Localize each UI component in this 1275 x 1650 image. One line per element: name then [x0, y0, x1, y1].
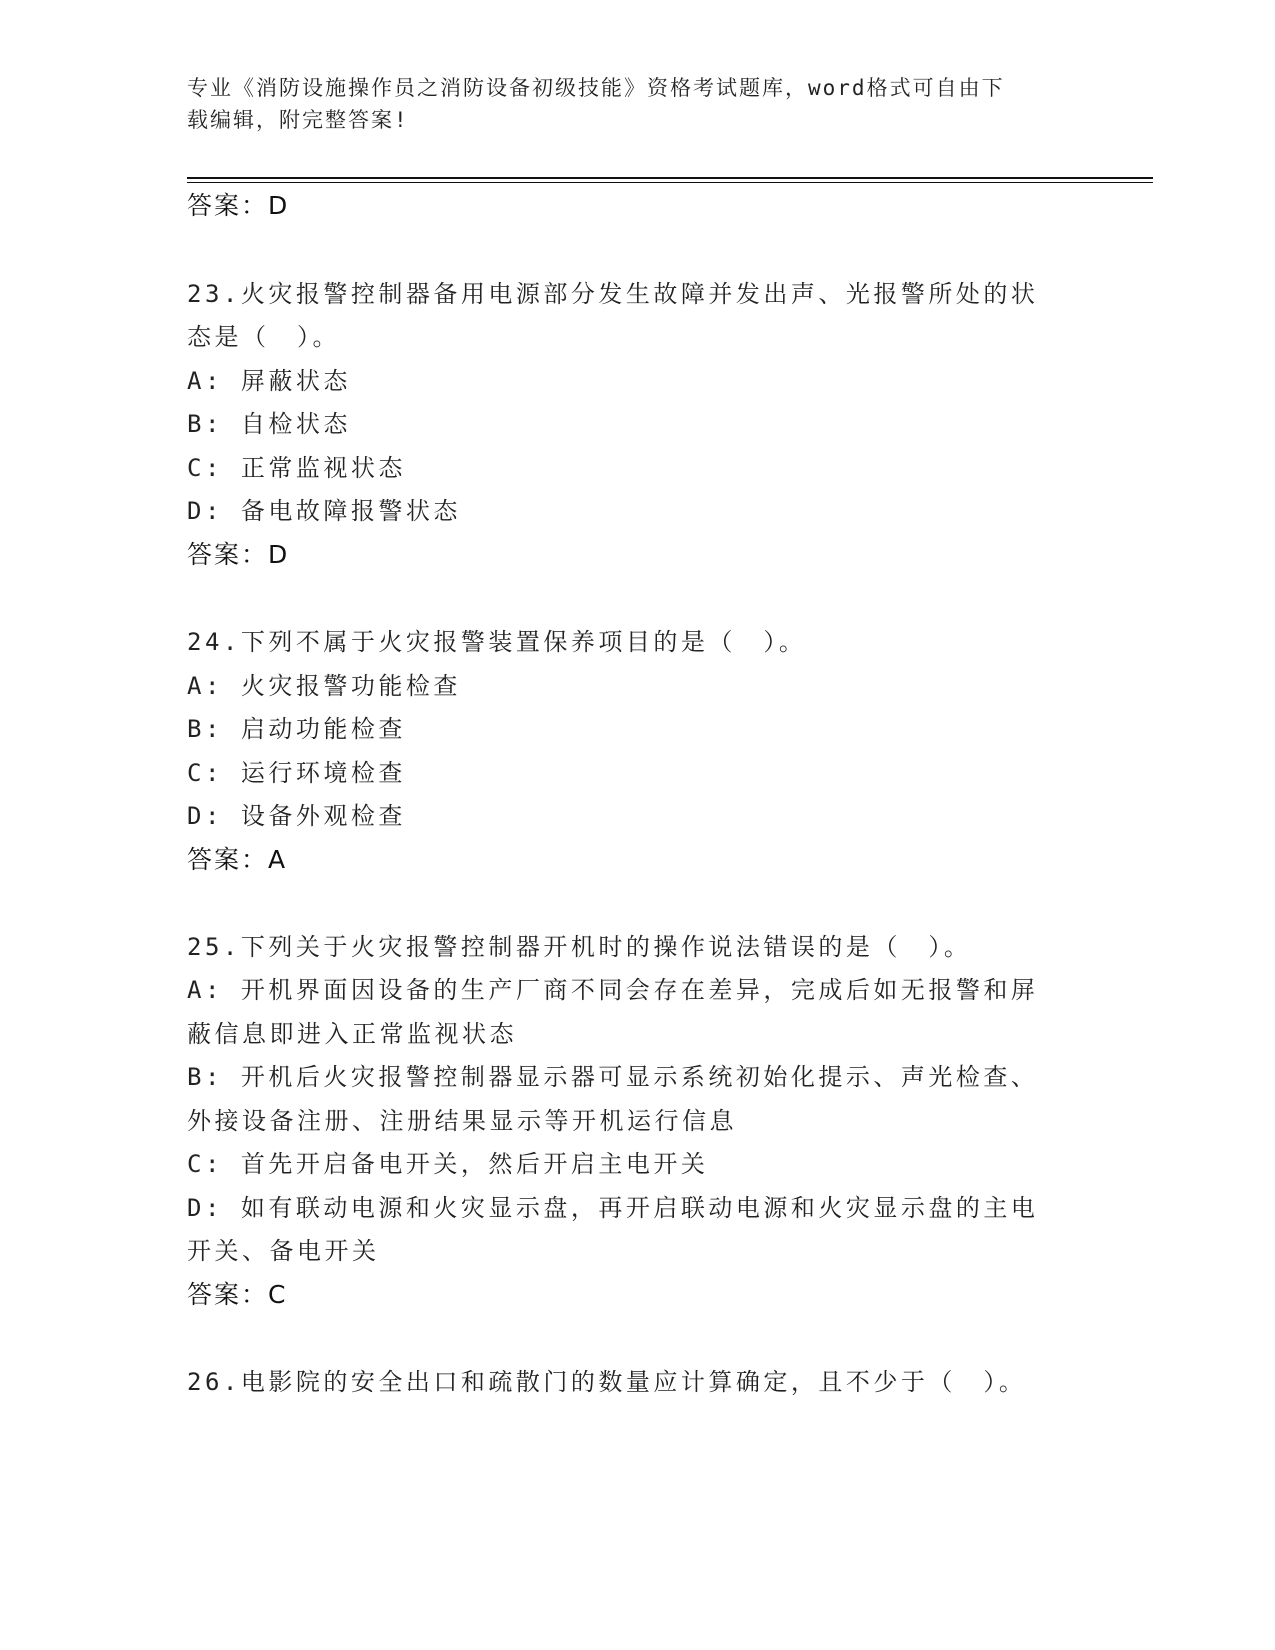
question-23-option-b: B: 自检状态	[187, 410, 351, 438]
header-divider-thin	[187, 182, 1153, 183]
question-25-answer: 答案：C	[187, 1280, 288, 1309]
question-24-option-b: B: 启动功能检查	[187, 715, 406, 743]
question-24-stem: 24.下列不属于火灾报警装置保养项目的是（ ）。	[187, 628, 807, 656]
question-25-option-b-line-1: B: 开机后火灾报警控制器显示器可显示系统初始化提示、声光检查、	[187, 1063, 1039, 1091]
answer-previous: 答案：D	[187, 191, 290, 220]
question-23-stem-line-2: 态是（ ）。	[187, 323, 340, 351]
question-25-option-d-line-1: D: 如有联动电源和火灾显示盘，再开启联动电源和火灾显示盘的主电	[187, 1194, 1039, 1222]
question-23-answer: 答案：D	[187, 540, 290, 569]
question-24-option-c: C: 运行环境检查	[187, 759, 406, 787]
header-line-1: 专业《消防设施操作员之消防设备初级技能》资格考试题库，word格式可自由下	[187, 76, 1005, 100]
header-line-2: 载编辑，附完整答案!	[187, 108, 409, 132]
question-25-option-b-line-2: 外接设备注册、注册结果显示等开机运行信息	[187, 1107, 737, 1135]
question-23-option-a: A: 屏蔽状态	[187, 367, 351, 395]
question-25-option-a-line-1: A: 开机界面因设备的生产厂商不同会存在差异，完成后如无报警和屏	[187, 976, 1039, 1004]
question-23-stem-line-1: 23.火灾报警控制器备用电源部分发生故障并发出声、光报警所处的状	[187, 280, 1039, 308]
question-24-option-a: A: 火灾报警功能检查	[187, 672, 461, 700]
question-25-option-c: C: 首先开启备电开关，然后开启主电开关	[187, 1150, 709, 1178]
question-24-option-d: D: 设备外观检查	[187, 802, 406, 830]
question-23-option-d: D: 备电故障报警状态	[187, 497, 461, 525]
question-26-stem: 26.电影院的安全出口和疏散门的数量应计算确定，且不少于（ ）。	[187, 1368, 1027, 1396]
question-23-option-c: C: 正常监视状态	[187, 454, 406, 482]
document-header	[187, 72, 1067, 136]
question-25-option-a-line-2: 蔽信息即进入正常监视状态	[187, 1020, 517, 1048]
question-25-stem: 25.下列关于火灾报警控制器开机时的操作说法错误的是（ ）。	[187, 933, 972, 961]
question-24-answer: 答案：A	[187, 845, 288, 874]
question-25-option-d-line-2: 开关、备电开关	[187, 1237, 380, 1265]
header-divider-thick	[187, 177, 1153, 179]
